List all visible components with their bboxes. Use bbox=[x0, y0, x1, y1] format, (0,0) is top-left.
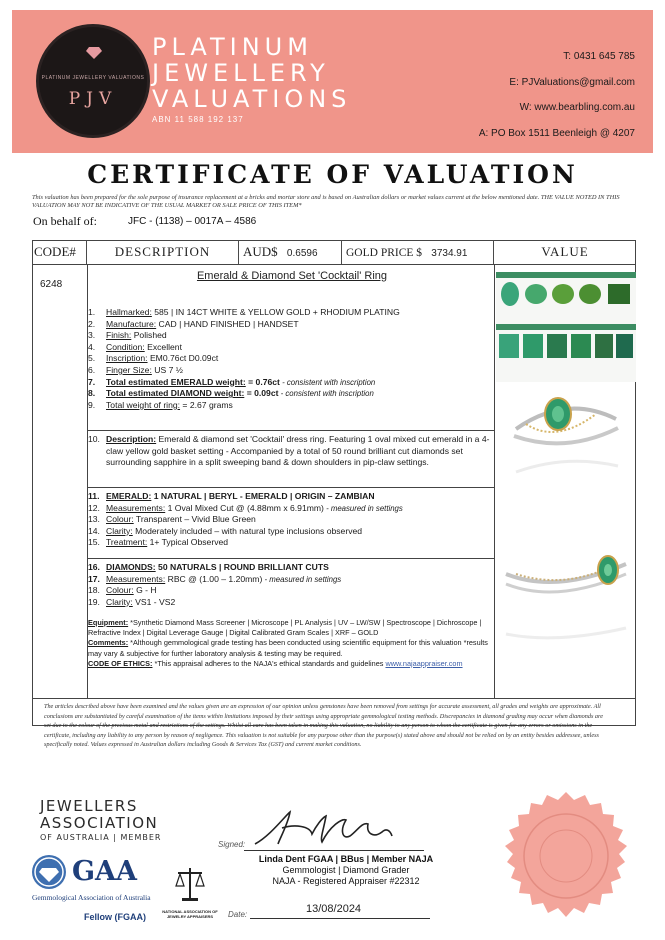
logo-ring-text: PLATINUM JEWELLERY VALUATIONS bbox=[41, 75, 145, 81]
signature-line bbox=[244, 850, 424, 851]
jewellers-line-1: JEWELLERS bbox=[40, 797, 138, 815]
list-item: 9. Total weight of ring: = 2.67 grams bbox=[88, 399, 233, 410]
naja-link[interactable]: www.najaappraiser.com bbox=[385, 658, 463, 668]
chart-mid-band bbox=[496, 324, 636, 330]
list-item: 6. Finger Size: US 7 ½ bbox=[88, 364, 183, 375]
chart-top-band bbox=[496, 272, 636, 278]
list-item: 18. Colour: G - H bbox=[88, 585, 157, 596]
brand-name bbox=[152, 34, 351, 112]
swatch bbox=[579, 284, 601, 304]
body-bottom-divider bbox=[32, 698, 636, 699]
swatch bbox=[525, 284, 547, 304]
certificate-title: CERTIFICATE OF VALUATION bbox=[87, 160, 578, 189]
description-header: DESCRIPTION bbox=[87, 240, 239, 264]
list-item: 14. Clarity: Moderately included – with natural type inclusions observed bbox=[88, 525, 363, 536]
logo-initials: PJV bbox=[68, 89, 118, 109]
signer-title: Gemmologist | Diamond Grader bbox=[282, 865, 410, 875]
list-item: 4. Condition: Excellent bbox=[88, 341, 182, 352]
jewellers-association-logo bbox=[40, 797, 161, 842]
gold-price-value: 3734.91 bbox=[431, 248, 468, 259]
ring-photo-top bbox=[496, 384, 636, 494]
ring-photo-bottom bbox=[496, 534, 636, 654]
valuation-date: 13/08/2024 bbox=[306, 903, 362, 915]
equipment-notes bbox=[88, 618, 493, 669]
section-divider-1 bbox=[87, 430, 494, 431]
item-title: Emerald & Diamond Set 'Cocktail' Ring bbox=[196, 270, 388, 282]
swatch bbox=[501, 282, 519, 306]
swatch bbox=[523, 334, 543, 358]
letterhead-banner bbox=[12, 10, 653, 153]
value-header: VALUE bbox=[541, 244, 589, 259]
value-column-divider bbox=[494, 264, 495, 698]
list-item: 17. Measurements: RBC @ (1.00 – 1.20mm) - measured in settings bbox=[88, 573, 342, 584]
list-item: 7. Total estimated EMERALD weight: = 0.76ct - consistent with inscription bbox=[88, 376, 376, 387]
website: W: www.bearbling.com.au bbox=[519, 102, 635, 113]
list-item: 10. Description: Emerald & diamond set 'Cocktail' dress ring. Featuring 1 oval mixed cut emerald in a 4-claw yellow gold basket setting - Accompanied by a total of 50 round brilliant cut diamonds set surrounding sapphire in a split sweeping band & down shoulders in pip-claw settings. bbox=[88, 434, 490, 468]
emerald-section bbox=[88, 491, 403, 549]
date-line bbox=[250, 918, 430, 919]
swatch bbox=[499, 334, 519, 358]
gaa-emblem-icon bbox=[32, 855, 66, 889]
aud-header bbox=[239, 240, 342, 264]
jewellers-line-3: OF AUSTRALIA | MEMBER bbox=[40, 833, 162, 842]
pjv-logo bbox=[36, 24, 150, 138]
list-item: 19. Clarity: VS1 - VS2 bbox=[88, 596, 176, 607]
list-item: 8. Total estimated DIAMOND weight: = 0.09ct - consistent with inscription bbox=[88, 388, 374, 399]
swatch bbox=[608, 284, 630, 304]
contact-details bbox=[479, 44, 635, 146]
gem-icon bbox=[86, 47, 102, 59]
code-header: CODE# bbox=[32, 240, 87, 264]
section-divider-2 bbox=[87, 487, 494, 488]
ethics-line: CODE OF ETHICS: *This appraisal adheres to the NAJA's ethical standards and guidelines www.najaappraiser.com bbox=[88, 658, 463, 668]
brand-line-1: PLATINUM bbox=[152, 33, 313, 61]
specification-list bbox=[88, 307, 400, 411]
postal-address: A: PO Box 1511 Beenleigh @ 4207 bbox=[478, 127, 635, 139]
list-item: 13. Colour: Transparent – Vivid Blue Green bbox=[88, 514, 256, 525]
list-item: 11. EMERALD: 1 NATURAL | BERYL - EMERALD | ORIGIN – ZAMBIAN bbox=[88, 491, 375, 501]
gold-price-header bbox=[342, 240, 494, 264]
item-code: 6248 bbox=[40, 279, 63, 290]
gaa-logo-text: GAA bbox=[72, 856, 137, 887]
phone: T: 0431 645 785 bbox=[563, 51, 635, 62]
scales-icon bbox=[172, 864, 208, 904]
swatch bbox=[552, 284, 574, 304]
list-item: 12. Measurements: 1 Oval Mixed Cut @ (4.88mm x 6.91mm) - measured in settings bbox=[88, 502, 403, 513]
header-divider bbox=[32, 264, 636, 265]
equipment-line: Equipment: *Synthetic Diamond Mass Screener | Microscope | PL Analysis | UV – LW/SW | Spectroscope | Dichroscope | Refractive Index | Digital Leverage Gauge | Digital Calibrated Gram Scales | XRF – GOLD bbox=[88, 618, 482, 638]
list-item: 3. Finish: Polished bbox=[88, 330, 167, 341]
aud-value: 0.6596 bbox=[286, 248, 318, 259]
behalf-label: On behalf of: bbox=[33, 214, 97, 228]
gaa-full-name: Gemmological Association of Australia bbox=[32, 893, 151, 902]
section-divider-3 bbox=[87, 558, 494, 559]
jewellers-line-2: ASSOCIATION bbox=[40, 814, 159, 832]
list-item: 15. Treatment: 1+ Typical Observed bbox=[88, 537, 229, 548]
brand-line-2: JEWELLERY bbox=[152, 59, 330, 87]
list-item: 5. Inscription: EM0.76ct D0.09ct bbox=[88, 353, 219, 364]
comments-line: Comments: *Although gemmological grade testing has been conducted using scientific equipment for this valuation *results may vary & subjective for further laboratory analysis & testing may be required. bbox=[88, 638, 488, 658]
signer-block bbox=[246, 854, 446, 887]
aud-label: AUD$ bbox=[243, 244, 278, 259]
list-item: 1. Hallmarked: 585 | IN 14CT WHITE & YELLOW GOLD + RHODIUM PLATING bbox=[88, 307, 400, 317]
legal-fine-print: The articles described above have been examined and the values given are an expression of our opinion unless gemstones have been removed from settings for accurate assessment, all grades and weights are approximate. All conclusions are substantiated by careful examination of the items within limitations imposed by their settings using appropriate gemmological testing methods. Discrepancies in diamond grading may occur when diamonds are set due to the colour of the precious metal and restrictions of the settings. Whilst all care has been taken in making this valuation, no liability to any person to whom the certificate is given for any errors or omissions in the certificate, including any liability to any person by reason of negligence. This valuation is not suitable for any purpose other than the purpose(s) stated above and should not be relied on by an entity besides addressee, unless specifically noted. Values expressed in Australian dollars including Goods & Services Tax (GST) and current market conditions. bbox=[44, 703, 603, 749]
signer-registration: NAJA - Registered Appraiser #22312 bbox=[272, 876, 420, 886]
swatch bbox=[616, 334, 633, 358]
email: E: PJValuations@gmail.com bbox=[509, 76, 635, 88]
naja-logo bbox=[158, 864, 222, 919]
signed-label: Signed: bbox=[218, 840, 246, 849]
date-label: Date: bbox=[228, 910, 248, 919]
behalf-value: JFC - (1138) – 0017A – 4586 bbox=[128, 216, 257, 227]
description-block bbox=[88, 434, 492, 469]
naja-text: NATIONAL ASSOCIATION OF JEWELRY APPRAISERS bbox=[162, 909, 218, 919]
emerald-colour-chart bbox=[496, 272, 636, 382]
embossed-seal-icon bbox=[496, 790, 636, 930]
gold-price-label: GOLD PRICE $ bbox=[346, 247, 423, 259]
list-item: 2. Manufacture: CAD | HAND FINISHED | HANDSET bbox=[88, 318, 299, 329]
swatch bbox=[547, 334, 567, 358]
disclaimer: This valuation has been prepared for the sole purpose of insurance replacement at a bricks and mortar store and is based on Australian dollars or market values current at the below mentioned date. THE VALUE NOTED IN THIS VALUATION MAY NOT BE INDICATIVE OF THE USUAL MARKET OR SALE PRICE OF THIS ITEM* bbox=[32, 194, 620, 209]
list-item: 16. DIAMONDS: 50 NATURALS | ROUND BRILLIANT CUTS bbox=[88, 562, 329, 572]
swatch bbox=[595, 334, 613, 358]
diamond-section bbox=[88, 562, 341, 608]
swatch bbox=[571, 334, 591, 358]
fellow-label: Fellow (FGAA) bbox=[84, 912, 146, 922]
brand-line-3: VALUATIONS bbox=[152, 85, 352, 113]
signature-icon bbox=[250, 806, 400, 850]
signer-name: Linda Dent FGAA | BBus | Member NAJA bbox=[258, 854, 434, 864]
abn-number: ABN 11 588 192 137 bbox=[152, 115, 244, 124]
